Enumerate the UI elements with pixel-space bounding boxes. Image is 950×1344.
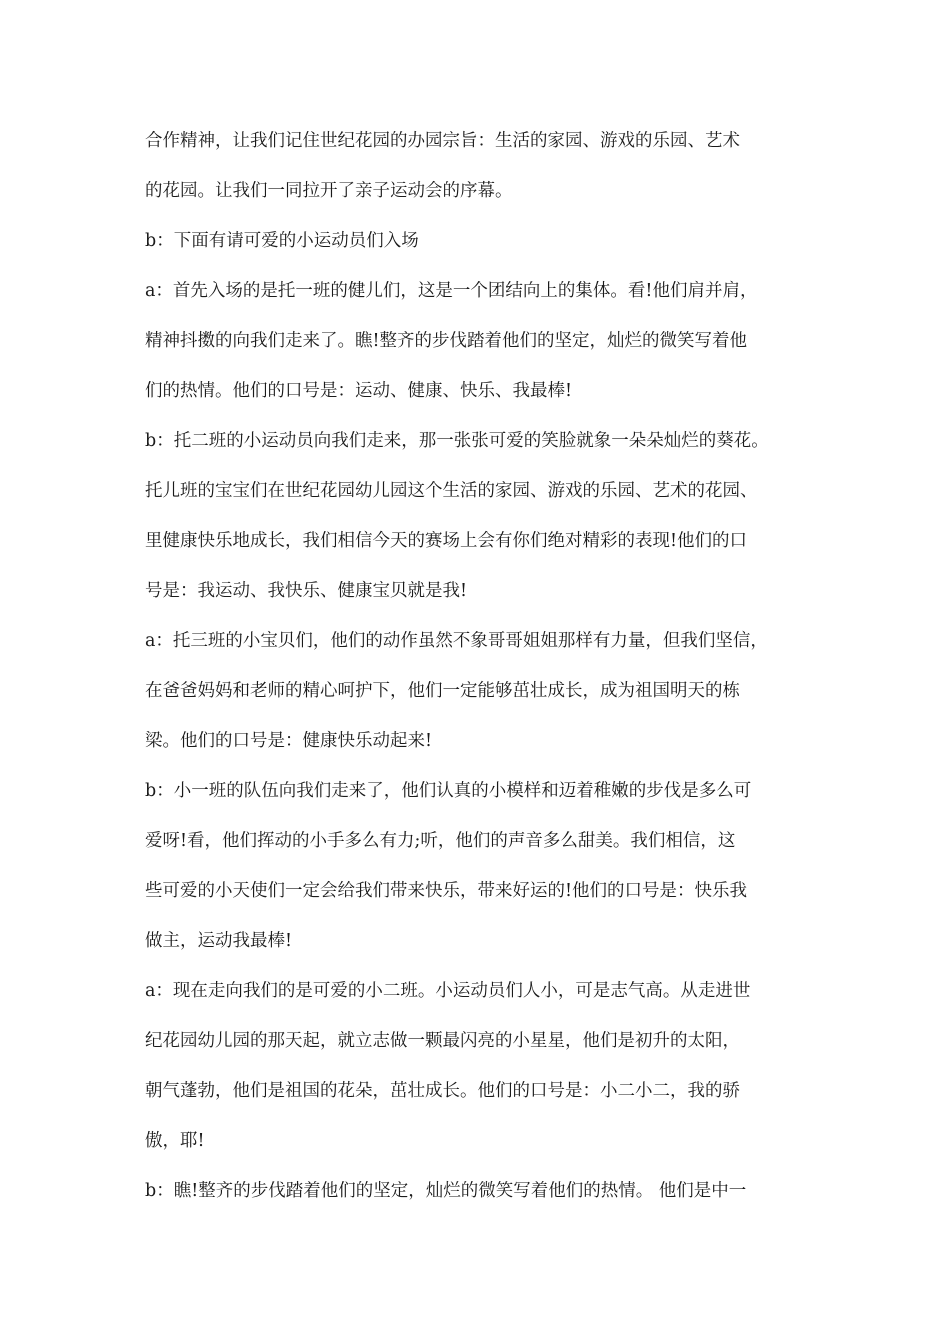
text-line-14: b：小一班的队伍向我们走来了，他们认真的小模样和迈着稚嫩的步伐是多么可 xyxy=(145,781,752,801)
text-line-20: 朝气蓬勃，他们是祖国的花朵，茁壮成长。他们的口号是：小二小二，我的骄 xyxy=(145,1081,740,1101)
text-line-17: 做主，运动我最棒! xyxy=(145,931,293,951)
text-line-4: a：首先入场的是托一班的健儿们，这是一个团结向上的集体。看!他们肩并肩， xyxy=(145,281,758,301)
text-line-7: b：托二班的小运动员向我们走来，那一张张可爱的笑脸就象一朵朵灿烂的葵花。 xyxy=(145,431,769,451)
document-text xyxy=(145,116,825,1216)
text-line-13: 梁。他们的口号是：健康快乐动起来! xyxy=(145,731,433,751)
text-line-12: 在爸爸妈妈和老师的精心呵护下，他们一定能够茁壮成长，成为祖国明天的栋 xyxy=(145,681,740,701)
text-line-2: 的花园。让我们一同拉开了亲子运动会的序幕。 xyxy=(145,181,513,201)
text-line-1: 合作精神，让我们记住世纪花园的办园宗旨：生活的家园、游戏的乐园、艺术 xyxy=(145,131,740,151)
text-line-19: 纪花园幼儿园的那天起，就立志做一颗最闪亮的小星星，他们是初升的太阳， xyxy=(145,1031,740,1051)
text-line-16: 些可爱的小天使们一定会给我们带来快乐，带来好运的!他们的口号是：快乐我 xyxy=(145,881,748,901)
text-line-18: a：现在走向我们的是可爱的小二班。小运动员们人小，可是志气高。从走进世 xyxy=(145,981,751,1001)
text-line-9: 里健康快乐地成长，我们相信今天的赛场上会有你们绝对精彩的表现!他们的口 xyxy=(145,531,748,551)
text-line-21: 傲，耶! xyxy=(145,1131,205,1151)
text-line-15: 爱呀!看，他们挥动的小手多么有力;听，他们的声音多么甜美。我们相信，这 xyxy=(145,831,736,851)
text-line-11: a：托三班的小宝贝们，他们的动作虽然不象哥哥姐姐那样有力量，但我们坚信， xyxy=(145,631,768,651)
text-line-3: b：下面有请可爱的小运动员们入场 xyxy=(145,231,419,251)
text-line-6: 们的热情。他们的口号是：运动、健康、快乐、我最棒! xyxy=(145,381,573,401)
text-line-22: b：瞧!整齐的步伐踏着他们的坚定，灿烂的微笑写着他们的热情。 他们是中一 xyxy=(145,1181,747,1201)
text-line-5: 精神抖擞的向我们走来了。瞧!整齐的步伐踏着他们的坚定，灿烂的微笑写着他 xyxy=(145,331,748,351)
text-line-8: 托儿班的宝宝们在世纪花园幼儿园这个生活的家园、游戏的乐园、艺术的花园、 xyxy=(145,481,758,501)
text-line-10: 号是：我运动、我快乐、健康宝贝就是我! xyxy=(145,581,468,601)
